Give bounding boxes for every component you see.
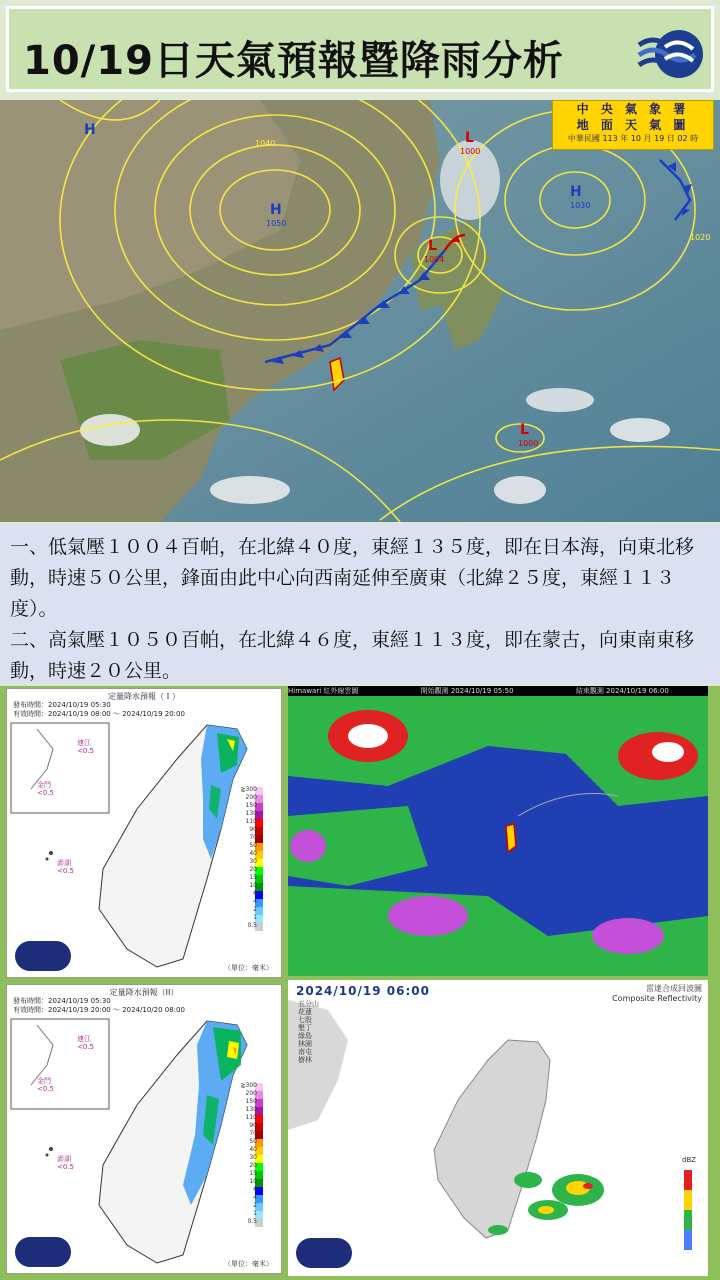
kinmen-value: <0.5 [37, 789, 54, 797]
station-name: 林園 [298, 1040, 312, 1048]
mazu-label: 連江 [77, 1035, 91, 1043]
station-name: 樹林 [298, 1056, 312, 1064]
legend-map-name: 地 面 天 氣 圖 [576, 118, 690, 132]
mazu-value: <0.5 [77, 1043, 94, 1051]
rain-scale-label: 2 [253, 1202, 257, 1209]
analysis-paragraph-low: 一、低氣壓１００４百帕，在北緯４０度，東經１３５度，即在日本海，向東北移動，時速５０公里，鋒面由此中心向西南延伸至廣東（北緯２５度，東經１１３度）。 [10, 536, 695, 620]
rain-scale-label: 4 [253, 1194, 257, 1201]
low-value-south: 1000 [518, 439, 539, 448]
legend-agency: 中 央 氣 象 署 [576, 102, 690, 116]
high-value-pacific: 1030 [570, 201, 591, 210]
rain-scale-label: 70 [249, 1130, 257, 1137]
rain-scale-label: 200 [245, 1090, 257, 1097]
valid-time: 有效時間：2024/10/19 08:00 ～ 2024/10/19 20:00 [13, 710, 185, 718]
issued-time: 發布時間：2024/10/19 05:30 [13, 997, 111, 1005]
rain-scale-label: 30 [249, 1154, 257, 1161]
surface-weather-map [0, 100, 720, 522]
rain-scale-label: 20 [249, 1162, 257, 1169]
title-bar [6, 6, 714, 92]
rain-scale-label: ≧300 [240, 786, 257, 793]
page-title: 10/19日天氣預報暨降雨分析 [23, 38, 564, 84]
surface-map-legend [552, 100, 714, 150]
radar-title-zh: 雷達合成回波圖 [646, 984, 702, 993]
cwa-logo-icon [635, 23, 705, 85]
satellite-start: 開始觀測 2024/10/19 05:50 [420, 687, 514, 695]
low-value-north: 1000 [460, 147, 481, 156]
rain-scale-label: 40 [249, 1146, 257, 1153]
rain-scale-label: 6 [253, 890, 257, 897]
rain-scale-step [247, 922, 267, 931]
satellite-end: 結束觀測 2024/10/19 06:00 [575, 687, 669, 695]
unit-label: （單位：毫米） [224, 964, 273, 972]
mazu-label: 連江 [77, 739, 91, 747]
low-value-japan: 1004 [424, 255, 445, 264]
rain-scale-label: 130 [245, 1106, 257, 1113]
cwa-badge-icon [296, 1238, 352, 1268]
unit-label: （單位：毫米） [224, 1260, 273, 1268]
imagery-grid [0, 686, 720, 1280]
rain-scale-label: 40 [249, 850, 257, 857]
station-name: 墾丁 [298, 1024, 312, 1032]
rain-forecast-card-1 [6, 688, 282, 978]
high-label-mongolia: H [270, 202, 282, 218]
rain-scale-label: 1 [253, 914, 257, 921]
rain-scale-label: 110 [245, 818, 257, 825]
station-name: 南屯 [298, 1048, 312, 1056]
rain-scale-label: 50 [249, 1138, 257, 1145]
rain-scale-2 [240, 1082, 267, 1227]
analysis-paragraph-high: 二、高氣壓１０５０百帕，在北緯４６度，東經１１３度，即在蒙古，向東南東移動，時速２０公里。 [10, 629, 695, 682]
low-label-japan: L [428, 238, 437, 254]
rain-scale-label: 0.5 [247, 1218, 257, 1225]
station-name: 花蓮 [298, 1008, 312, 1016]
rain-scale-1 [240, 786, 267, 931]
rain-scale-label: 20 [249, 866, 257, 873]
rain-scale-label: 0.5 [247, 922, 257, 929]
penghu-label: 澎湖 [57, 859, 71, 867]
analysis-text-panel [0, 524, 720, 684]
rain-forecast-card-2 [6, 984, 282, 1274]
station-name: 五分山 [298, 1000, 319, 1008]
penghu-value: <0.5 [57, 1163, 74, 1171]
radar-label [612, 984, 702, 1004]
radar-scale-unit: dBZ [682, 1156, 697, 1164]
isobar-label-1040: 1040 [255, 139, 276, 148]
rain-scale-label: 200 [245, 794, 257, 801]
rain-scale-label: 150 [245, 1098, 257, 1105]
radar-composite-image [288, 980, 708, 1276]
issued-time: 發布時間：2024/10/19 05:30 [13, 701, 111, 709]
kinmen-label: 金門 [37, 1077, 51, 1085]
rain-scale-label: 6 [253, 1186, 257, 1193]
rain-forecast-map-2 [7, 985, 282, 1274]
kinmen-value: <0.5 [37, 1085, 54, 1093]
rain-forecast-title: 定量降水預報（II） [109, 988, 179, 997]
rain-scale-label: 90 [249, 1122, 257, 1129]
rain-scale-label: 130 [245, 810, 257, 817]
high-label-pacific: H [570, 184, 582, 200]
rain-forecast-title: 定量降水預報（Ｉ） [108, 692, 180, 701]
rain-scale-label: 15 [249, 1170, 257, 1177]
radar-title-en: Composite Reflectivity [612, 994, 702, 1003]
rain-scale-label: 4 [253, 898, 257, 905]
low-label-south: L [520, 422, 529, 438]
valid-time: 有效時間：2024/10/19 20:00 ～ 2024/10/20 08:00 [13, 1006, 185, 1014]
rain-scale-label: 15 [249, 874, 257, 881]
station-name: 七股 [298, 1016, 312, 1024]
penghu-value: <0.5 [57, 867, 74, 875]
radar-date: 2024/10/19 06:00 [296, 984, 430, 998]
station-name: 綠島 [298, 1032, 312, 1040]
rain-forecast-map-1 [7, 689, 282, 978]
satellite-header [288, 686, 708, 696]
rain-scale-label: 150 [245, 802, 257, 809]
radar-station-legend [298, 1000, 319, 1064]
rain-scale-label: 10 [249, 1178, 257, 1185]
mazu-value: <0.5 [77, 747, 94, 755]
rain-scale-label: 50 [249, 842, 257, 849]
low-label-north: L [465, 130, 474, 146]
satellite-drawing [288, 696, 708, 976]
penghu-label: 澎湖 [57, 1155, 71, 1163]
rain-scale-label: ≧300 [240, 1082, 257, 1089]
rain-scale-label: 30 [249, 858, 257, 865]
cwa-badge-icon [15, 1237, 71, 1267]
satellite-name: Himawari 紅外線雲圖 [288, 687, 359, 695]
high-value-mongolia: 1050 [266, 219, 287, 228]
surface-map-drawing [0, 100, 720, 522]
legend-date: 中華民國 113 年 10 月 19 日 02 時 [567, 134, 699, 143]
cwa-badge-icon [15, 941, 71, 971]
isobar-label-1020: 1020 [690, 233, 711, 242]
radar-drawing [288, 980, 708, 1276]
rain-scale-label: 10 [249, 882, 257, 889]
rain-scale-step [247, 1218, 267, 1227]
rain-scale-label: 110 [245, 1114, 257, 1121]
rain-scale-label: 2 [253, 906, 257, 913]
kinmen-label: 金門 [37, 781, 51, 789]
rain-scale-label: 1 [253, 1210, 257, 1217]
rain-scale-label: 90 [249, 826, 257, 833]
satellite-ir-image [288, 686, 708, 976]
high-label-west: H [84, 122, 96, 138]
rain-scale-label: 70 [249, 834, 257, 841]
